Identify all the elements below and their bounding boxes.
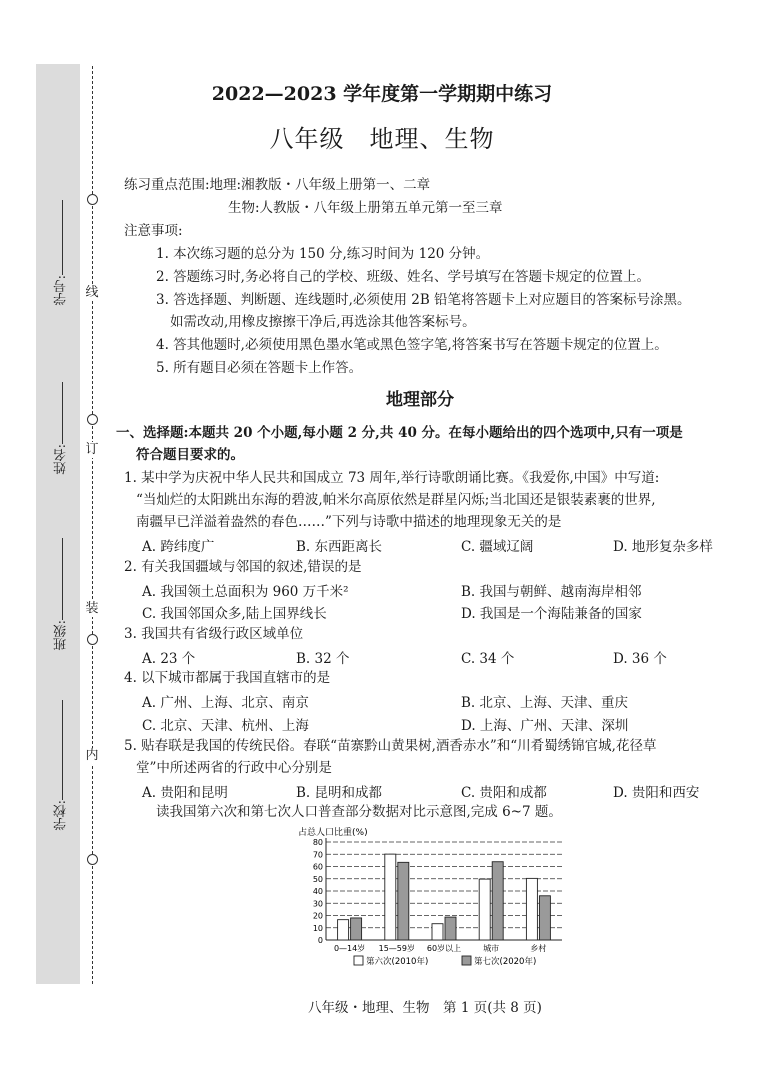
question-3-option-a[interactable]: A. 23 个 (142, 651, 196, 667)
notice-heading: 注意事项: (124, 223, 183, 239)
class-field[interactable] (50, 538, 74, 650)
binding-hole (87, 634, 98, 645)
page-footer: 八年级・地理、生物 第 1 页(共 8 页) (308, 1000, 542, 1016)
school-blank[interactable] (62, 700, 63, 800)
question-2-option-b[interactable]: B. 我国与朝鲜、越南海岸相邻 (461, 584, 642, 600)
question-2-option-d[interactable]: D. 我国是一个海陆兼备的国家 (461, 606, 642, 622)
student-id-field[interactable] (50, 200, 74, 305)
question-1-option-a[interactable]: A. 跨纬度广 (142, 539, 215, 555)
question-1-stem: 南疆早已洋溢着盎然的春色……”下列与诗歌中描述的地理现象无关的是 (136, 514, 562, 530)
chart-ytick-label: 60 (312, 862, 323, 872)
chart-bar (539, 896, 550, 940)
chart-ytick-label: 30 (312, 899, 323, 909)
question-4-option-b[interactable]: B. 北京、上海、天津、重庆 (461, 695, 629, 711)
chart-ytick-label: 10 (312, 923, 323, 933)
chart-bar (398, 862, 409, 940)
binding-hole (87, 194, 98, 205)
question-5-option-d[interactable]: D. 贵阳和西安 (613, 785, 700, 801)
question-1-option-c[interactable]: C. 疆域辽阔 (461, 539, 534, 555)
notice-item: 3. 答选择题、判断题、连线题时,必须使用 2B 铅笔将答题卡上对应题目的答案标号涂黑。 (156, 292, 691, 308)
chart-bar (479, 879, 490, 940)
question-4-option-c[interactable]: C. 北京、天津、杭州、上海 (142, 718, 309, 734)
question-5-option-b[interactable]: B. 昆明和成都 (296, 785, 383, 801)
chart-xtick-label: 城市 (483, 944, 500, 953)
question-5-option-c[interactable]: C. 贵阳和成都 (461, 785, 547, 801)
question-5-stem: 5. 贴春联是我国的传统民俗。春联“苗寨黔山黄果树,酒香赤水”和“川肴蜀绣锦官城,花径草 (124, 738, 657, 754)
question-3-stem: 3. 我国共有省级行政区域单位 (124, 626, 304, 642)
question-1-stem: 1. 某中学为庆祝中华人民共和国成立 73 周年,举行诗歌朗诵比赛。《我爱你,中国》中写道: (124, 470, 660, 486)
class-label: 班级: (54, 620, 69, 651)
exam-subtitle: 八年级 地理、生物 (269, 125, 495, 153)
student-id-blank[interactable] (62, 200, 63, 275)
question-3-option-b[interactable]: B. 32 个 (296, 651, 350, 667)
question-2-option-a[interactable]: A. 我国领土总面积为 960 万千米² (142, 584, 349, 600)
chart-xtick-label: 乡村 (530, 944, 547, 953)
chart-xtick-label: 0—14岁 (333, 944, 366, 953)
chart-bar (351, 918, 362, 940)
chart-bar (445, 917, 456, 940)
chart-bar (432, 924, 443, 940)
chart-bar (385, 854, 396, 940)
question-4-option-a[interactable]: A. 广州、上海、北京、南京 (142, 695, 309, 711)
population-census-chart (296, 826, 568, 976)
binding-char: 装 (85, 601, 99, 616)
chart-ytick-label: 50 (312, 874, 323, 884)
student-id-label: 学号: (54, 275, 69, 306)
chart-ytick-label: 70 (312, 850, 323, 860)
name-label: 姓名: (54, 444, 69, 475)
chart-bar (526, 878, 537, 940)
school-label: 学校: (54, 800, 69, 831)
chart-legend-label: 第七次(2020年) (474, 957, 537, 967)
chart-bar (492, 862, 503, 940)
question-4-stem: 4. 以下城市都属于我国直辖市的是 (124, 670, 331, 686)
notice-item: 4. 答其他题时,必须使用黑色墨水笔或黑色签字笔,将答案书写在答题卡规定的位置上。 (156, 337, 668, 353)
question-2-option-c[interactable]: C. 我国邻国众多,陆上国界线长 (142, 606, 327, 622)
chart-ytick-label: 20 (312, 911, 323, 921)
binding-char: 内 (85, 748, 99, 763)
notice-item: 2. 答题练习时,务必将自己的学校、班级、姓名、学号填写在答题卡规定的位置上。 (156, 269, 650, 285)
notice-item: 1. 本次练习题的总分为 150 分,练习时间为 120 分钟。 (156, 246, 490, 262)
exam-title: 2022—2023 学年度第一学期期中练习 (211, 83, 553, 105)
scope-line-biology: 生物:人教版・八年级上册第五单元第一至三章 (228, 200, 503, 216)
notice-item: 如需改动,用橡皮擦擦干净后,再选涂其他答案标号。 (170, 314, 476, 330)
part1-instruction: 一、选择题:本题共 20 个小题,每小题 2 分,共 40 分。在每小题给出的四个选项中,只有一项是 (116, 425, 683, 441)
chart-intro: 读我国第六次和第七次人口普查部分数据对比示意图,完成 6~7 题。 (156, 804, 562, 820)
binding-char: 线 (85, 285, 99, 300)
question-1-option-b[interactable]: B. 东西距离长 (296, 539, 383, 555)
question-3-option-d[interactable]: D. 36 个 (613, 651, 667, 667)
question-1-stem: “当灿烂的太阳跳出东海的碧波,帕米尔高原依然是群星闪烁;当北国还是银装素裹的世界, (136, 492, 656, 508)
question-3-option-c[interactable]: C. 34 个 (461, 651, 515, 667)
chart-legend-label: 第六次(2010年) (366, 957, 429, 967)
question-5-stem: 堂”中所述两省的行政中心分别是 (136, 760, 332, 776)
chart-ylabel: 占总人口比重(%) (298, 828, 368, 838)
section-title: 地理部分 (386, 390, 454, 410)
binding-char: 订 (85, 442, 99, 457)
chart-bar (338, 920, 349, 940)
scope-line-geography: 练习重点范围:地理:湘教版・八年级上册第一、二章 (124, 177, 431, 193)
binding-hole (87, 414, 98, 425)
chart-ytick-label: 0 (317, 936, 323, 945)
question-1-option-d[interactable]: D. 地形复杂多样 (613, 539, 713, 555)
chart-legend-swatch (354, 956, 363, 965)
chart-svg (296, 826, 568, 976)
chart-ytick-label: 40 (312, 887, 323, 896)
school-field[interactable] (50, 700, 74, 830)
class-blank[interactable] (62, 538, 63, 620)
question-2-stem: 2. 有关我国疆域与邻国的叙述,错误的是 (124, 559, 362, 575)
chart-ytick-label: 80 (312, 838, 323, 847)
chart-legend-swatch (462, 956, 471, 965)
notice-item: 5. 所有题目必须在答题卡上作答。 (156, 360, 363, 376)
chart-xtick-label: 60岁以上 (426, 944, 462, 953)
chart-xtick-label: 15—59岁 (378, 944, 415, 953)
binding-hole (87, 854, 98, 865)
question-4-option-d[interactable]: D. 上海、广州、天津、深圳 (461, 718, 629, 734)
question-5-option-a[interactable]: A. 贵阳和昆明 (142, 785, 228, 801)
part1-instruction: 符合题目要求的。 (136, 447, 244, 463)
